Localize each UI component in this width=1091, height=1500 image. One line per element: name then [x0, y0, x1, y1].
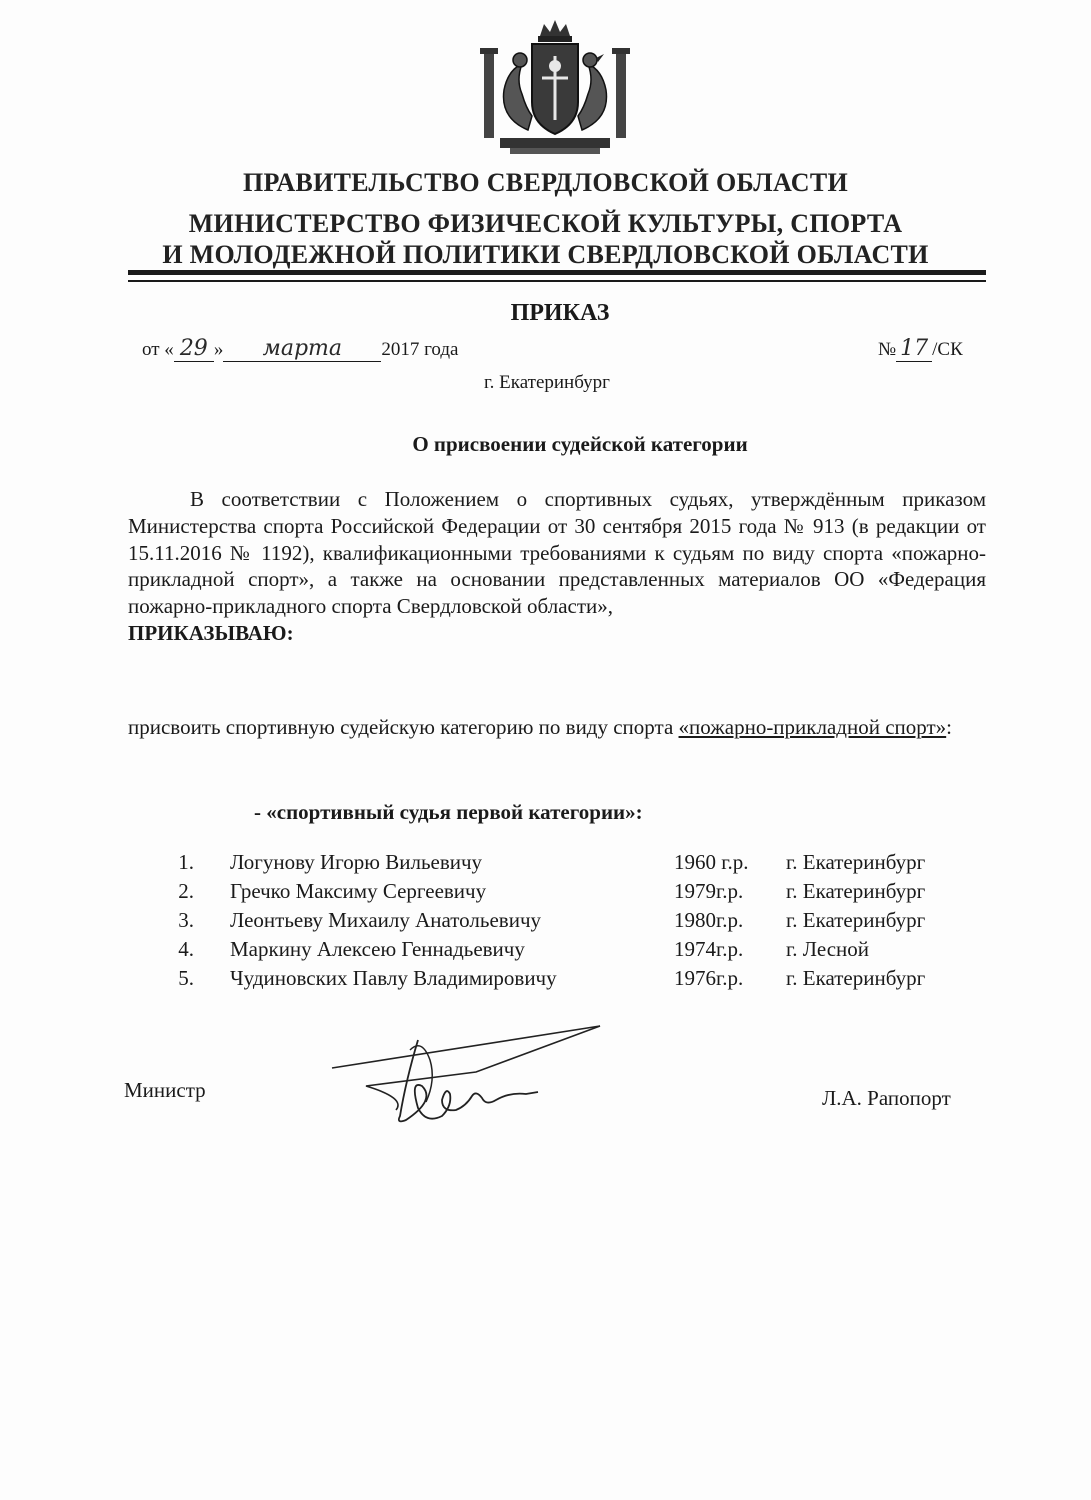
judge-number: 4. [178, 937, 194, 961]
list-item [150, 850, 970, 879]
date-suffix: 2017 года [381, 339, 459, 360]
handwritten-signature [326, 1020, 606, 1130]
judge-birth-year: 1979г.р. [674, 879, 744, 903]
date-day: 29 [174, 336, 214, 362]
judge-name: Чудиновских Павлу Владимировичу [230, 966, 557, 990]
judge-number: 3. [178, 908, 194, 932]
list-item [150, 908, 970, 937]
number-prefix: № [878, 339, 897, 360]
judge-name: Логунову Игорю Вильевичу [230, 850, 483, 874]
order-title: ПРИКАЗ [510, 300, 610, 326]
number-value: 17 [896, 336, 932, 362]
sport-name: «пожарно-прикладной спорт» [678, 715, 947, 739]
date-month: марта [223, 336, 381, 362]
order-word: ПРИКАЗЫВАЮ: [128, 620, 294, 645]
assign-text: присвоить спортивную судейскую категорию по виду спорта [128, 715, 674, 739]
judge-name: Маркину Алексею Геннадьевичу [230, 937, 525, 961]
order-city: г. Екатеринбург [484, 372, 610, 393]
assign-paragraph [128, 714, 986, 741]
judge-birth-year: 1980г.р. [674, 908, 744, 932]
signer-name: Л.А. Рапопорт [822, 1086, 951, 1110]
coat-of-arms-emblem [470, 20, 640, 170]
signatory-position: Министр [124, 1078, 206, 1102]
order-date [142, 336, 458, 362]
judge-birth-year: 1960 г.р. [674, 850, 749, 874]
number-suffix: /СК [932, 339, 963, 360]
judge-birth-year: 1974г.р. [674, 937, 744, 961]
judges-list [150, 850, 970, 995]
date-prefix: от « [142, 339, 174, 360]
list-item [150, 966, 970, 995]
preamble-paragraph: В соответствии с Положением о спортивных судьях, утверждённым приказом Министерства спорта Российской Федерации от 30 сентября 2015 года № 913 (в редакции от 15.11.2016 № 1192), квалификационными требованиями к судьям по виду спорта «пожарно-прикладной спорт», а также на основании представленных материалов ОО «Федерация пожарно-прикладного спорта Свердловской области», [128, 487, 986, 619]
header-rule-thick [128, 270, 986, 275]
judge-number: 1. [178, 850, 194, 874]
date-mid: » [213, 339, 224, 360]
judge-city: г. Лесной [786, 937, 869, 961]
ministry-title-line2: И МОЛОДЕЖНОЙ ПОЛИТИКИ СВЕРДЛОВСКОЙ ОБЛАСТИ [162, 240, 929, 269]
order-number [878, 336, 963, 362]
order-subject: О присвоении судейской категории [412, 432, 748, 456]
category-title: - «спортивный судья первой категории»: [254, 800, 643, 824]
ministry-title-line1: МИНИСТЕРСТВО ФИЗИЧЕСКОЙ КУЛЬТУРЫ, СПОРТА [188, 209, 903, 238]
list-item [150, 937, 970, 966]
judge-number: 2. [178, 879, 194, 903]
judge-name: Леонтьеву Михаилу Анатольевичу [230, 908, 542, 932]
ministry-title [0, 208, 1091, 270]
government-title: ПРАВИТЕЛЬСТВО СВЕРДЛОВСКОЙ ОБЛАСТИ [242, 168, 849, 197]
judge-city: г. Екатеринбург [786, 908, 926, 932]
assign-end: : [946, 715, 953, 739]
judge-number: 5. [178, 966, 194, 990]
judge-name: Гречко Максиму Сергеевичу [230, 879, 487, 903]
judge-birth-year: 1976г.р. [674, 966, 744, 990]
judge-city: г. Екатеринбург [786, 850, 926, 874]
header-rule-thin [128, 280, 986, 282]
judge-city: г. Екатеринбург [786, 966, 926, 990]
order-body [128, 486, 986, 647]
list-item [150, 879, 970, 908]
judge-city: г. Екатеринбург [786, 879, 926, 903]
